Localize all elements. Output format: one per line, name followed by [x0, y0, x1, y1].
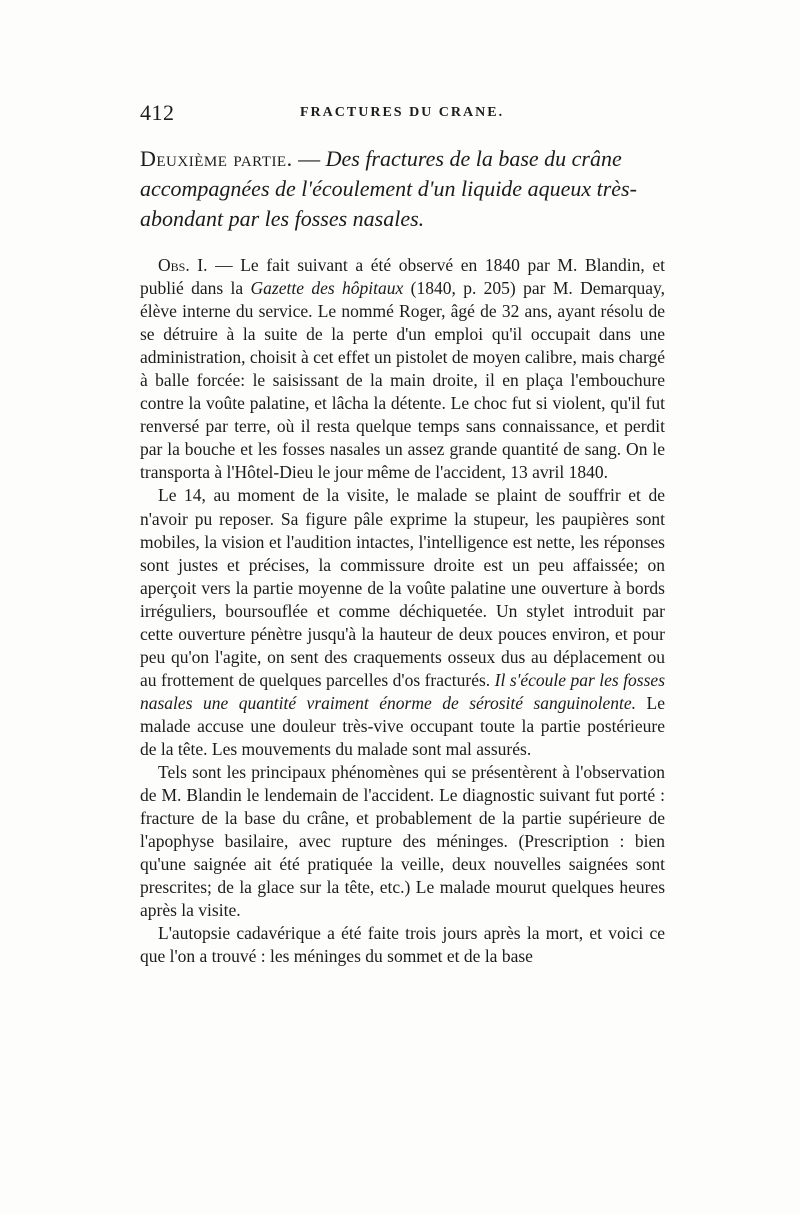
section-label: Deuxième partie. [140, 146, 293, 171]
observation-label: Obs. I. [158, 255, 208, 275]
section-title: Des fractures de la base du crâne accompagnées de l'écoulement d'un liquide aqueux très-abondant par les fosses nasales. [140, 146, 637, 231]
paragraph-autopsy: L'autopsie cadavérique a été faite trois jours après la mort, et voici ce que l'on a trouvé : les méninges du sommet et de la base [140, 923, 665, 967]
journal-title: Gazette des hôpitaux [250, 278, 404, 299]
paragraph-examination [140, 484, 665, 761]
paragraph-text: — Le fait suivant a été observé en 1840 par M. Blandin, et publié dans la [140, 255, 665, 299]
paragraph-text: (1840, p. 205) par M. Demarquay, élève interne du service. Le nommé Roger, âgé de 32 ans, ayant résolu de se détruire à la suite de la perte d'un emploi qu'il occupait dans une administration, choisit à cet effet un pistolet de moyen calibre, mais chargé à balle forcée: le saisissant de la main droite, il en plaça l'embouchure contre la voûte palatine, et lâcha la détente. Le choc fut si violent, qu'il fut renversé par terre, où il resta quelque temps sans connaissance, et perdit par la bouche et les fosses nasales un assez grande quantité de sang. On le transporta à l'Hôtel-Dieu le jour même de l'accident, 13 avril 1840. [140, 278, 665, 483]
paragraph-text: Le malade accuse une douleur très-vive occupant toute la partie postérieure de la tête. Les mouvements du malade sont mal assurés. [140, 692, 665, 759]
paragraph-diagnosis: Tels sont les principaux phénomènes qui se présentèrent à l'observation de M. Blandin le lendemain de l'accident. Le diagnostic suivant fut porté : fracture de la base du crâne, et probablement de la partie supérieure de l'apophyse basilaire, avec rupture des méninges. (Prescription : bien qu'une saignée ait été pratiquée la veille, deux nouvelles saignées sont prescrites; de la glace sur la tête, etc.) Le malade mourut quelques heures après la visite. [140, 762, 665, 921]
italic-passage: Il s'écoule par les fosses nasales une quantité vraiment énorme de sérosité sanguinolente. [140, 669, 666, 713]
section-dash: — [292, 146, 326, 171]
page-number: 412 [140, 100, 175, 125]
section-heading [140, 144, 665, 234]
paragraph-observation [140, 254, 665, 484]
paragraph-text: Le 14, au moment de la visite, le malade se plaint de souffrir et de n'avoir pu reposer. Sa figure pâle exprime la stupeur, les paupières sont mobiles, la vision et l'audition intactes, l'intelligence est nette, les réponses sont justes et précises, la commissure droite est un peu affaissée; on aperçoit vers la partie moyenne de la voûte palatine une ouverture à bords irréguliers, boursouflée et comme déchiquetée. Un stylet introduit par cette ouverture pénètre jusqu'à la hauteur de deux pouces environ, et pour peu qu'on l'agite, on sent des craquements osseux dus au déplacement ou au frottement de quelques parcelles d'os fracturés. [140, 485, 665, 690]
page-header [140, 100, 665, 130]
body-text [140, 254, 665, 968]
running-head: FRACTURES DU CRANE. [300, 105, 505, 120]
